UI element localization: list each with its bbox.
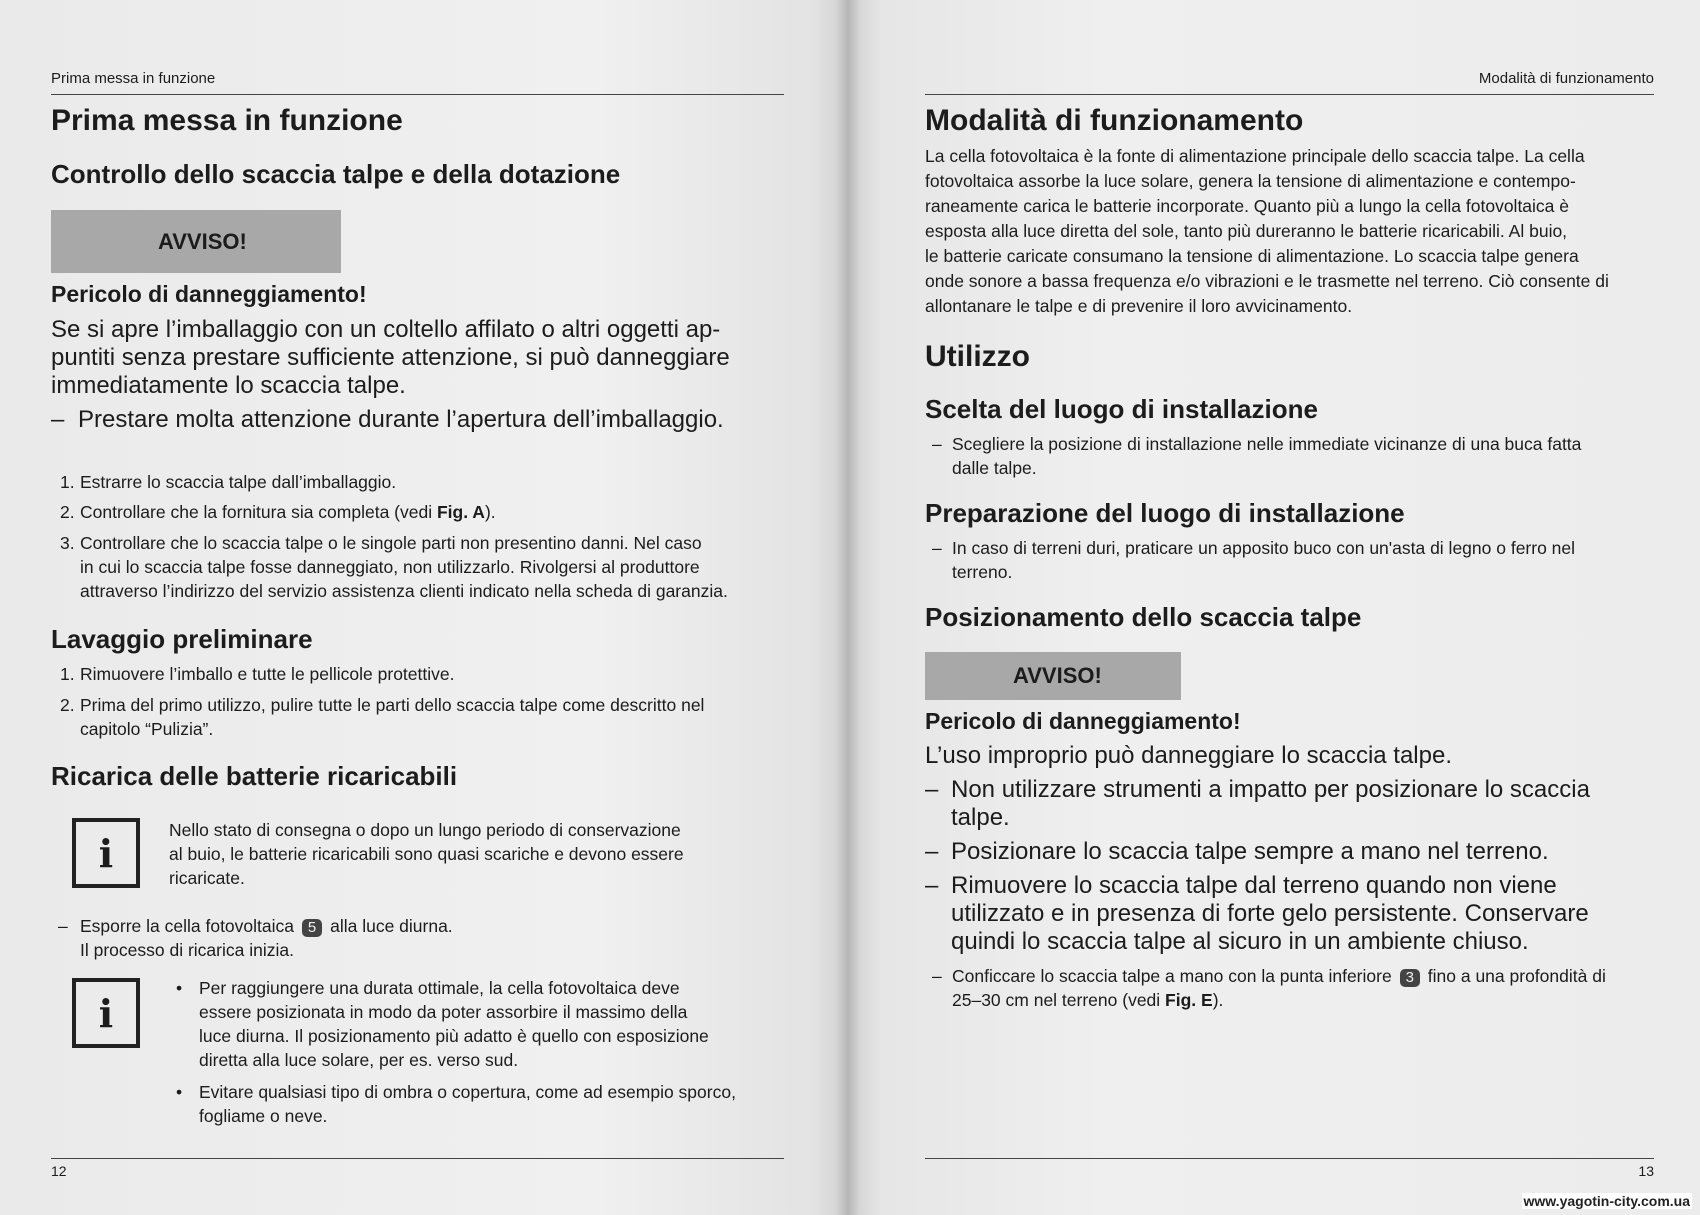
header-rule-left bbox=[51, 94, 784, 95]
warning-bullet: quindi lo scaccia talpe al sicuro in un ambiente chiuso. bbox=[951, 928, 1529, 955]
warning-text-right: L’uso improprio può danneggiare lo scaccia talpe. bbox=[925, 742, 1453, 769]
info-text: diretta alla luce solare, per es. verso sud. bbox=[199, 1050, 519, 1070]
site-text: Scegliere la posizione di installazione nelle immediate vicinanze di una buca fatta bbox=[952, 434, 1582, 454]
part-badge-5: 5 bbox=[302, 919, 322, 937]
warning-bullet: Non utilizzare strumenti a impatto per posizionare lo scaccia bbox=[951, 776, 1590, 803]
step-text: capitolo “Pulizia”. bbox=[80, 719, 214, 739]
prep-text: In caso di terreni duri, praticare un apposito buco con un'asta di legno o ferro nel bbox=[952, 538, 1576, 558]
charge-step-after: alla luce diurna. bbox=[330, 916, 453, 936]
running-header-right: Modalità di funzionamento bbox=[1478, 70, 1654, 87]
warning-dash: – bbox=[925, 872, 939, 899]
step-text: in cui lo scaccia talpe fosse danneggiato, non utilizzarlo. Rivolgersi al produttore bbox=[80, 557, 700, 577]
warning-dash: – bbox=[925, 776, 939, 803]
footer-rule-left bbox=[51, 1158, 784, 1159]
step-dash: – bbox=[932, 538, 942, 558]
warning-bullet-left: Prestare molta attenzione durante l’apertura dell’imballaggio. bbox=[78, 406, 724, 433]
info-text: ricaricate. bbox=[169, 868, 245, 888]
warning-text-line-2: puntiti senza prestare sufficiente attenzione, si può danneggiare bbox=[51, 344, 730, 371]
bullet-dot: • bbox=[176, 1082, 183, 1102]
warning-dash: – bbox=[925, 838, 939, 865]
charge-step bbox=[80, 914, 453, 938]
step-number: 2. bbox=[60, 695, 75, 715]
step-dash: – bbox=[932, 434, 942, 454]
bullet-dot: • bbox=[176, 978, 183, 998]
step-number: 1. bbox=[60, 472, 75, 492]
warning-title-right: Pericolo di danneggiamento! bbox=[925, 708, 1241, 734]
page-number-right: 13 bbox=[1638, 1163, 1654, 1179]
step-text: Prima del primo utilizzo, pulire tutte le parti dello scaccia talpe come descritto nel bbox=[80, 695, 705, 715]
section-title-check: Controllo dello scaccia talpe e della dotazione bbox=[51, 159, 621, 189]
step-text: Controllare che la fornitura sia completa (vedi Fig. A). bbox=[80, 502, 496, 522]
final-step-line2: 25–30 cm nel terreno (vedi Fig. E). bbox=[952, 990, 1224, 1010]
warning-bullet: Rimuovere lo scaccia talpe dal terreno quando non viene bbox=[951, 872, 1557, 899]
step-dash: – bbox=[932, 966, 942, 986]
warning-label-left: AVVISO! bbox=[158, 229, 247, 254]
watermark: www.yagotin-city.com.ua bbox=[1523, 1193, 1690, 1209]
section-title-charge: Ricarica delle batterie ricaricabili bbox=[51, 761, 458, 791]
warning-title-left: Pericolo di danneggiamento! bbox=[51, 281, 367, 307]
running-header-left: Prima messa in funzione bbox=[51, 70, 216, 87]
page-number-left: 12 bbox=[51, 1163, 67, 1179]
step-text: attraverso l’indirizzo del servizio assistenza clienti indicato nella scheda di garanzia. bbox=[80, 581, 728, 601]
book-gutter bbox=[836, 0, 860, 1215]
info-text: al buio, le batterie ricaricabili sono quasi scariche e devono essere bbox=[169, 844, 684, 864]
step-number: 1. bbox=[60, 664, 75, 684]
part-badge-3: 3 bbox=[1400, 969, 1420, 987]
charge-step-before: Esporre la cella fotovoltaica bbox=[80, 916, 294, 936]
warning-text-line-1: Se si apre l’imballaggio con un coltello affilato o altri oggetti ap- bbox=[51, 316, 721, 343]
intro-line: esposta alla luce diretta del sole, tanto più dureranno le batterie ricaricabili. Al buio, bbox=[925, 221, 1568, 241]
step-text: Estrarre lo scaccia talpe dall’imballaggio. bbox=[80, 472, 397, 492]
site-text: dalle talpe. bbox=[952, 458, 1037, 478]
section-title-site: Scelta del luogo di installazione bbox=[925, 394, 1318, 424]
info-text: Nello stato di consegna o dopo un lungo periodo di conservazione bbox=[169, 820, 681, 840]
intro-line: La cella fotovoltaica è la fonte di alimentazione principale dello scaccia talpe. La cella bbox=[925, 146, 1585, 166]
step-text: Rimuovere l’imballo e tutte le pellicole protettive. bbox=[80, 664, 455, 684]
intro-line: onde sonore a bassa frequenza e/o vibrazioni e le trasmette nel terreno. Ciò consente di bbox=[925, 271, 1609, 291]
step-text: Controllare che lo scaccia talpe o le singole parti non presentino danni. Nel caso bbox=[80, 533, 702, 553]
warning-bullet: utilizzato e in presenza di forte gelo persistente. Conservare bbox=[951, 900, 1589, 927]
intro-line: raneamente carica le batterie incorporate. Quanto più a lungo la cella fotovoltaica è bbox=[925, 196, 1570, 216]
warning-text-line-3: immediatamente lo scaccia talpe. bbox=[51, 372, 406, 399]
header-rule-right bbox=[925, 94, 1654, 95]
page-title-right: Modalità di funzionamento bbox=[925, 104, 1304, 137]
right-page bbox=[848, 0, 1700, 1215]
final-step-after: fino a una profondità di bbox=[1427, 966, 1606, 986]
info-text: luce diurna. Il posizionamento più adatto è quello con esposizione bbox=[199, 1026, 709, 1046]
warning-label-right: AVVISO! bbox=[1013, 663, 1102, 688]
warning-dash: – bbox=[51, 406, 65, 433]
step-number: 3. bbox=[60, 533, 75, 553]
left-page bbox=[0, 0, 848, 1215]
section-title-use: Utilizzo bbox=[925, 340, 1030, 373]
info-text: essere posizionata in modo da poter assorbire il massimo della bbox=[199, 1002, 688, 1022]
step-number: 2. bbox=[60, 502, 75, 522]
section-title-prep: Preparazione del luogo di installazione bbox=[925, 498, 1405, 528]
charge-step-result: Il processo di ricarica inizia. bbox=[80, 940, 294, 960]
warning-bullet: talpe. bbox=[951, 804, 1010, 831]
section-title-prewash: Lavaggio preliminare bbox=[51, 624, 313, 654]
footer-rule-right bbox=[925, 1158, 1654, 1159]
info-text: Evitare qualsiasi tipo di ombra o copertura, come ad esempio sporco, bbox=[199, 1082, 736, 1102]
step-dash: – bbox=[58, 916, 68, 936]
warning-bullet: Posizionare lo scaccia talpe sempre a mano nel terreno. bbox=[951, 838, 1549, 865]
info-text: fogliame o neve. bbox=[199, 1106, 328, 1126]
info-text: Per raggiungere una durata ottimale, la cella fotovoltaica deve bbox=[199, 978, 680, 998]
prep-text: terreno. bbox=[952, 562, 1013, 582]
intro-line: fotovoltaica assorbe la luce solare, genera la tensione di alimentazione e contempo- bbox=[925, 171, 1576, 191]
final-step-before: Conficcare lo scaccia talpe a mano con la punta inferiore bbox=[952, 966, 1392, 986]
section-title-position: Posizionamento dello scaccia talpe bbox=[925, 602, 1362, 632]
intro-line: allontanare le talpe e di prevenire il loro avvicinamento. bbox=[925, 296, 1353, 316]
info-icon: i bbox=[72, 818, 140, 888]
info-icon: i bbox=[72, 978, 140, 1048]
final-step bbox=[952, 964, 1606, 988]
intro-line: le batterie caricate consumano la tensione di alimentazione. Lo scaccia talpe genera bbox=[925, 246, 1579, 266]
page-title-left: Prima messa in funzione bbox=[51, 104, 403, 137]
